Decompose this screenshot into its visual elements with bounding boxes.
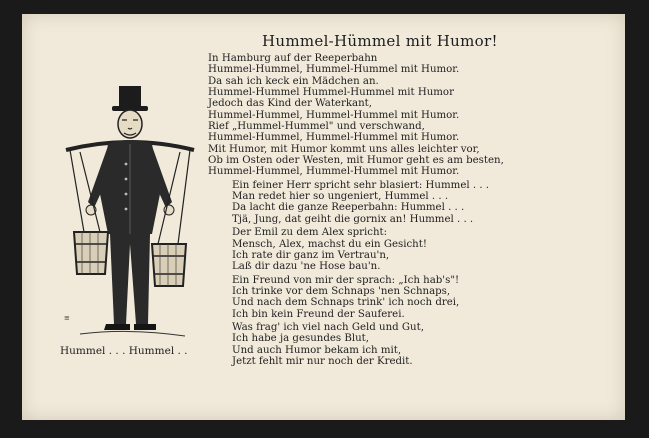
postcard-title: Hummel-Hümmel mit Humor! <box>262 32 498 50</box>
lyric-line: Hummel-Hummel, Hummel-Hummel mit Humor. <box>208 166 460 178</box>
lyric-line: Und auch Humor bekam ich mit, <box>232 344 402 356</box>
lyric-line: Hummel-Hummel, Hummel-Hummel mit Humor. <box>208 64 460 76</box>
lyric-line: Jetzt fehlt mir nur noch der Kredit. <box>232 355 413 367</box>
lyric-line: Ich bin kein Freund der Sauferei. <box>232 308 405 320</box>
lyric-line: Was frag' ich viel nach Geld und Gut, <box>232 321 424 333</box>
lyric-line: Man redet hier so ungeniert, Hummel . . . <box>232 191 449 203</box>
lyric-line: Tjä, Jung, dat geiht die gornix an! Hummel . . . <box>232 213 474 225</box>
lyric-line: Hummel-Hummel, Hummel-Hummel mit Humor. <box>208 132 460 144</box>
lyric-line: Hummel-Hummel, Hummel-Hummel mit Humor. <box>208 109 460 121</box>
lyric-line: Der Emil zu dem Alex spricht: <box>232 227 388 239</box>
lyric-line: Mit Humor, mit Humor kommt uns alles leichter vor, <box>208 143 480 155</box>
lyric-line: Ob im Osten oder Westen, mit Humor geht es am besten, <box>208 155 504 167</box>
water-carrier-illustration <box>60 84 200 349</box>
lyric-line: Rief „Hummel-Hummel" und verschwand, <box>208 121 425 133</box>
stanza <box>208 275 608 320</box>
song-lyrics <box>208 53 608 367</box>
lyric-line: Ein Freund von mir der sprach: „Ich hab's"! <box>232 274 460 286</box>
lyric-line: In Hamburg auf der Reeperbahn <box>208 53 378 64</box>
lyric-line: Ich rate dir ganz im Vertrau'n, <box>232 249 390 261</box>
lyric-line: Und nach dem Schnaps trink' ich noch drei, <box>232 297 460 309</box>
lyric-line: Laß dir dazu 'ne Hose bau'n. <box>232 261 381 273</box>
lyric-line: Mensch, Alex, machst du ein Gesicht! <box>232 238 427 250</box>
stanza <box>208 322 608 367</box>
svg-text:≡: ≡ <box>64 314 70 322</box>
lyric-line: Ein feiner Herr spricht sehr blasiert: Hummel . . . <box>232 179 490 191</box>
stanza <box>208 227 608 272</box>
illustration-caption: Hummel . . . Hummel . . <box>60 345 188 357</box>
stanza <box>208 53 608 178</box>
lyric-line: Hummel-Hummel Hummel-Hummel mit Humor <box>208 87 454 99</box>
postcard <box>22 14 625 420</box>
stanza <box>208 180 608 225</box>
lyric-line: Jedoch das Kind der Waterkant, <box>208 98 372 110</box>
lyric-line: Ich trinke vor dem Schnaps 'nen Schnaps, <box>232 285 451 297</box>
lyric-line: Ich habe ja gesundes Blut, <box>232 333 369 345</box>
lyric-line: Da lacht die ganze Reeperbahn: Hummel . . . <box>232 202 465 214</box>
lyric-line: Da sah ich keck ein Mädchen an. <box>208 75 379 87</box>
